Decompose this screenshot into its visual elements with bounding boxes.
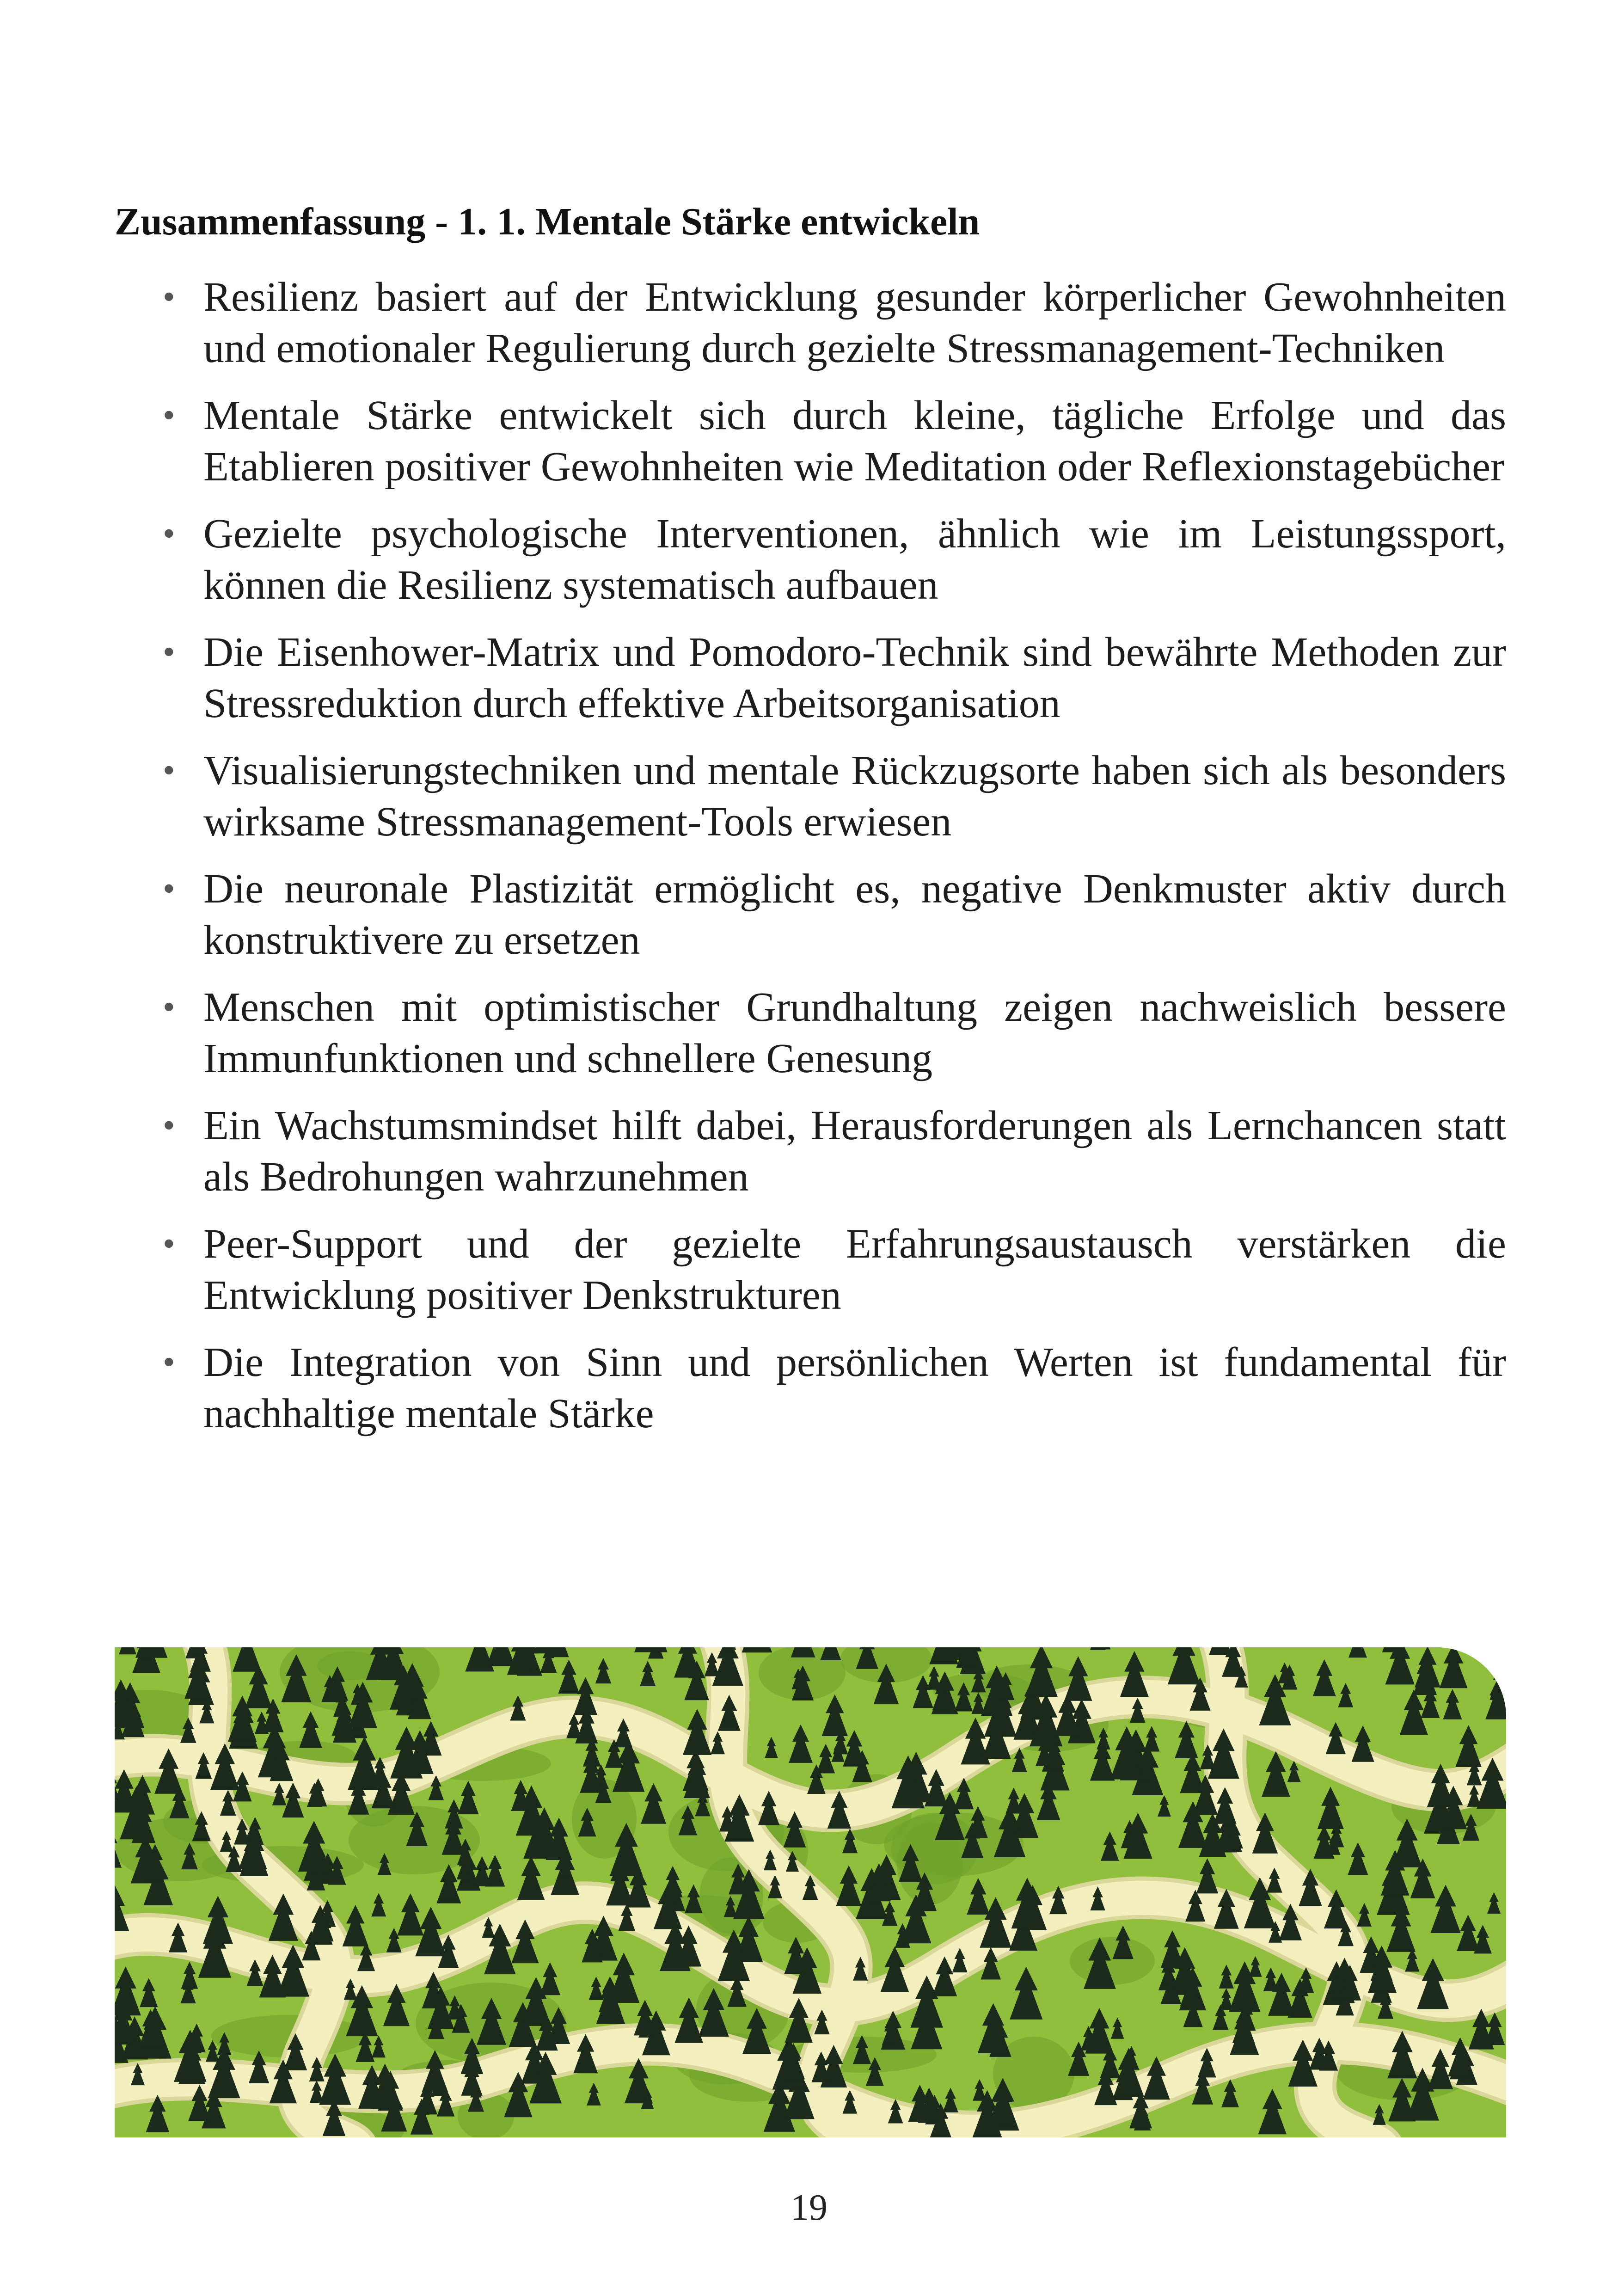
summary-heading: Zusammenfassung - 1. 1. Mentale Stärke entwickeln	[115, 200, 980, 243]
list-item-text: Die Integration von Sinn und persönlichen Werten ist fundamental für nachhaltige mentale Stärke	[203, 1339, 1506, 1437]
bullet-icon: •	[163, 1224, 175, 1263]
list-item-text: Mentale Stärke entwickelt sich durch kleine, tägliche Erfolge und das Etablieren positiver Gewohnheiten wie Meditation oder Reflexionstagebücher	[203, 393, 1506, 490]
page-number: 19	[791, 2187, 827, 2228]
list-item	[163, 271, 1506, 374]
pine-tree-icon	[119, 1647, 136, 1654]
meadow-patch	[1070, 1937, 1155, 1985]
summary-bullet-list	[163, 271, 1506, 1455]
bullet-icon: •	[163, 1106, 175, 1145]
list-item	[163, 863, 1506, 966]
list-item-text: Ein Wachstumsmindset hilft dabei, Herausforderungen als Lernchancen statt als Bedrohungen wahrzunehmen	[203, 1103, 1506, 1200]
list-item	[163, 1100, 1506, 1203]
pine-tree-icon	[1485, 1647, 1506, 1651]
pine-tree-icon	[634, 1647, 668, 1652]
pine-tree-icon	[723, 1647, 736, 1650]
list-item-text: Gezielte psychologische Interventionen, ähnlich wie im Leistungssport, können die Resilienz systematisch aufbauen	[203, 511, 1506, 608]
list-item-text: Visualisierungstechniken und mentale Rückzugsorte haben sich als besonders wirksame Stressmanagement-Tools erwiesen	[203, 748, 1506, 845]
list-item	[163, 1337, 1506, 1439]
forest-paths-illustration	[115, 1647, 1506, 2137]
forest-paths-icon	[115, 1647, 1506, 2137]
list-item-text: Menschen mit optimistischer Grundhaltung zeigen nachweislich bessere Immunfunktionen und schnellere Genesung	[203, 984, 1506, 1081]
bullet-icon: •	[163, 277, 175, 316]
pine-tree-icon	[742, 1647, 772, 1652]
list-item	[163, 390, 1506, 492]
list-item-text: Die Eisenhower-Matrix und Pomodoro-Technik sind bewährte Methoden zur Stressreduktion durch effektive Arbeitsorganisation	[203, 629, 1506, 726]
pine-tree-icon	[791, 1647, 815, 1658]
list-item	[163, 745, 1506, 847]
bullet-icon: •	[163, 869, 175, 908]
pine-tree-icon	[1090, 1647, 1106, 1650]
list-item	[163, 982, 1506, 1084]
list-item	[163, 1218, 1506, 1321]
list-item	[163, 508, 1506, 611]
list-item-text: Peer-Support und der gezielte Erfahrungsaustausch verstärken die Entwicklung positiver Denkstrukturen	[203, 1221, 1506, 1318]
bullet-icon: •	[163, 514, 175, 553]
bullet-icon: •	[163, 632, 175, 671]
list-item-text: Resilienz basiert auf der Entwicklung gesunder körperlicher Gewohnheiten und emotionaler Regulierung durch gezielte Stressmanagement-Techniken	[203, 274, 1506, 371]
bullet-icon: •	[163, 396, 175, 435]
list-item-text: Die neuronale Plastizität ermöglicht es, negative Denkmuster aktiv durch konstruktivere zu ersetzen	[203, 866, 1506, 963]
bullet-icon: •	[163, 988, 175, 1026]
bullet-icon: •	[163, 1343, 175, 1381]
list-item	[163, 626, 1506, 729]
pine-tree-icon	[135, 1647, 167, 1658]
bullet-icon: •	[163, 751, 175, 790]
